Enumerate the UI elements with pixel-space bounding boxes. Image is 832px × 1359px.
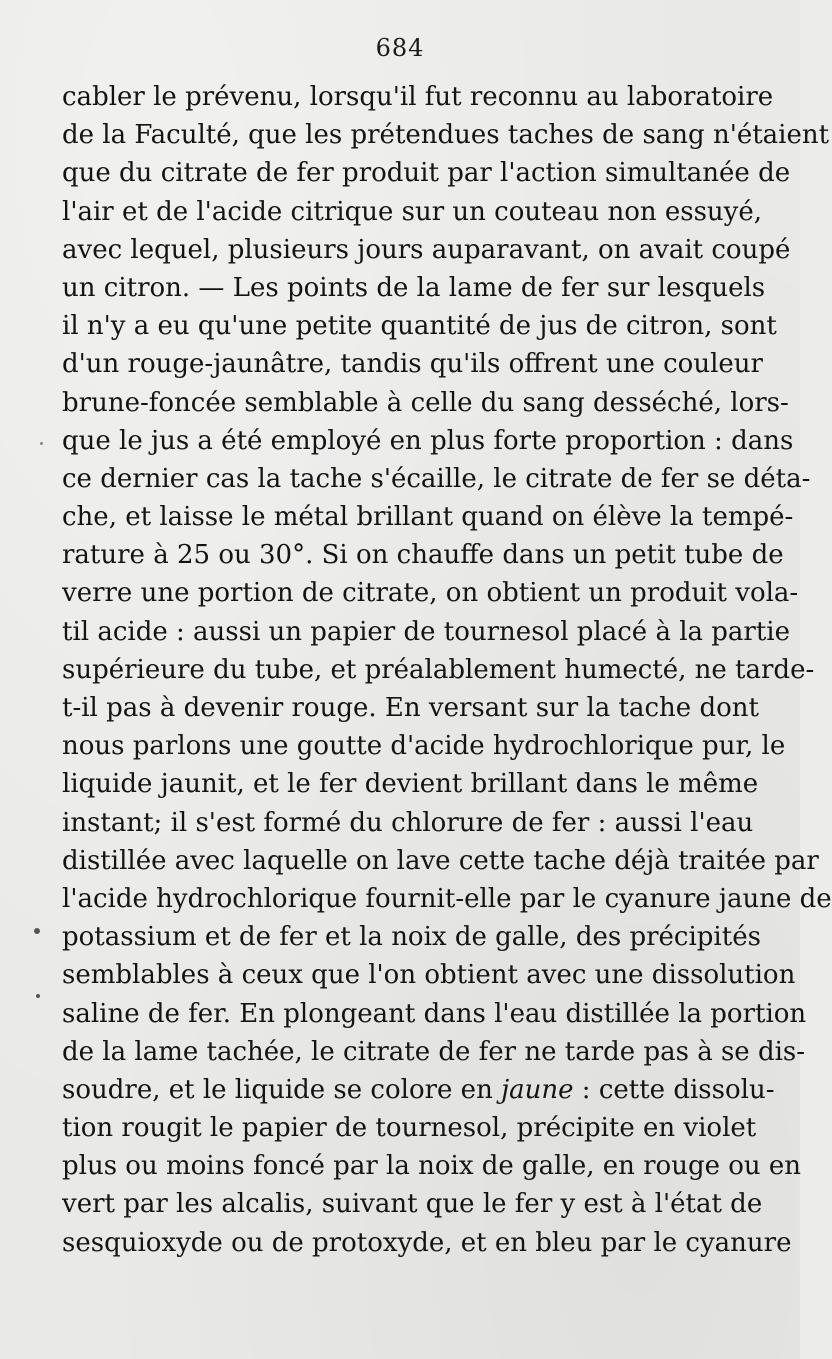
text-line: semblables à ceux que l'on obtient avec une dissolution [62,960,796,991]
text-line: avec lequel, plusieurs jours auparavant, on avait coupé [62,234,791,265]
text-line: ce dernier cas la tache s'écaille, le citrate de fer se déta- [62,463,811,494]
text-line: vert par les alcalis, suivant que le fer y est à l'état de [62,1189,763,1220]
body-text [62,78,832,1262]
text-line: l'acide hydrochlorique fournit-elle par le cyanure jaune de [62,883,832,914]
text-line: de la lame tachée, le citrate de fer ne tarde pas à se dis- [62,1036,806,1067]
text-line: plus ou moins foncé par la noix de galle, en rouge ou en [62,1151,802,1182]
text-line: t-il pas à devenir rouge. En versant sur la tache dont [62,693,759,723]
text-line: de la Faculté, que les prétendues taches de sang n'étaient [62,120,830,151]
text-line: un citron. — Les points de la lame de fer sur lesquels [62,272,766,303]
paper-speck [34,928,40,934]
text-line: l'air et de l'acide citrique sur un couteau non essuyé, [62,196,763,227]
italic-word: jaune [501,1074,574,1105]
text-line: potassium et de fer et la noix de galle, des précipités [62,922,761,953]
text-line: que du citrate de fer produit par l'action simultanée de [62,158,791,189]
page-number: 684 [375,34,425,62]
text-line: instant; il s'est formé du chlorure de fer : aussi l'eau [62,807,754,838]
text-line: nous parlons une goutte d'acide hydrochlorique pur, le [62,731,786,762]
text-line: brune-foncée semblable à celle du sang desséché, lors- [62,387,789,418]
text-line: distillée avec laquelle on lave cette tache déjà traitée par [62,845,819,876]
text-line: liquide jaunit, et le fer devient brillant dans le même [62,769,759,800]
text-line-with-italic [62,1071,775,1109]
text-line: supérieure du tube, et préalablement humecté, ne tarde- [62,654,815,685]
text-line: saline de fer. En plongeant dans l'eau distillée la portion [62,998,807,1029]
text-line: verre une portion de citrate, on obtient un produit vola- [62,578,799,609]
paper-speck [36,994,40,998]
text-line: rature à 25 ou 30°. Si on chauffe dans un petit tube de [62,540,784,571]
text-line: il n'y a eu qu'une petite quantité de jus de citron, sont [62,311,777,342]
text-line: d'un rouge-jaunâtre, tandis qu'ils offrent une couleur [62,349,763,380]
text-line: til acide : aussi un papier de tournesol placé à la partie [62,616,791,647]
text-line: tion rougit le papier de tournesol, précipite en violet [62,1113,757,1144]
text-segment: soudre, et le liquide se colore en [62,1074,493,1105]
text-line: sesquioxyde ou de protoxyde, et en bleu par le cyanure [62,1227,792,1258]
text-line: que le jus a été employé en plus forte proportion : dans [62,425,794,456]
paper-speck [40,442,43,445]
text-line: cabler le prévenu, lorsqu'il fut reconnu au laboratoire [62,82,774,112]
text-line: che, et laisse le métal brillant quand on élève la tempé- [62,502,794,533]
text-segment: : cette dissolu- [573,1074,775,1105]
